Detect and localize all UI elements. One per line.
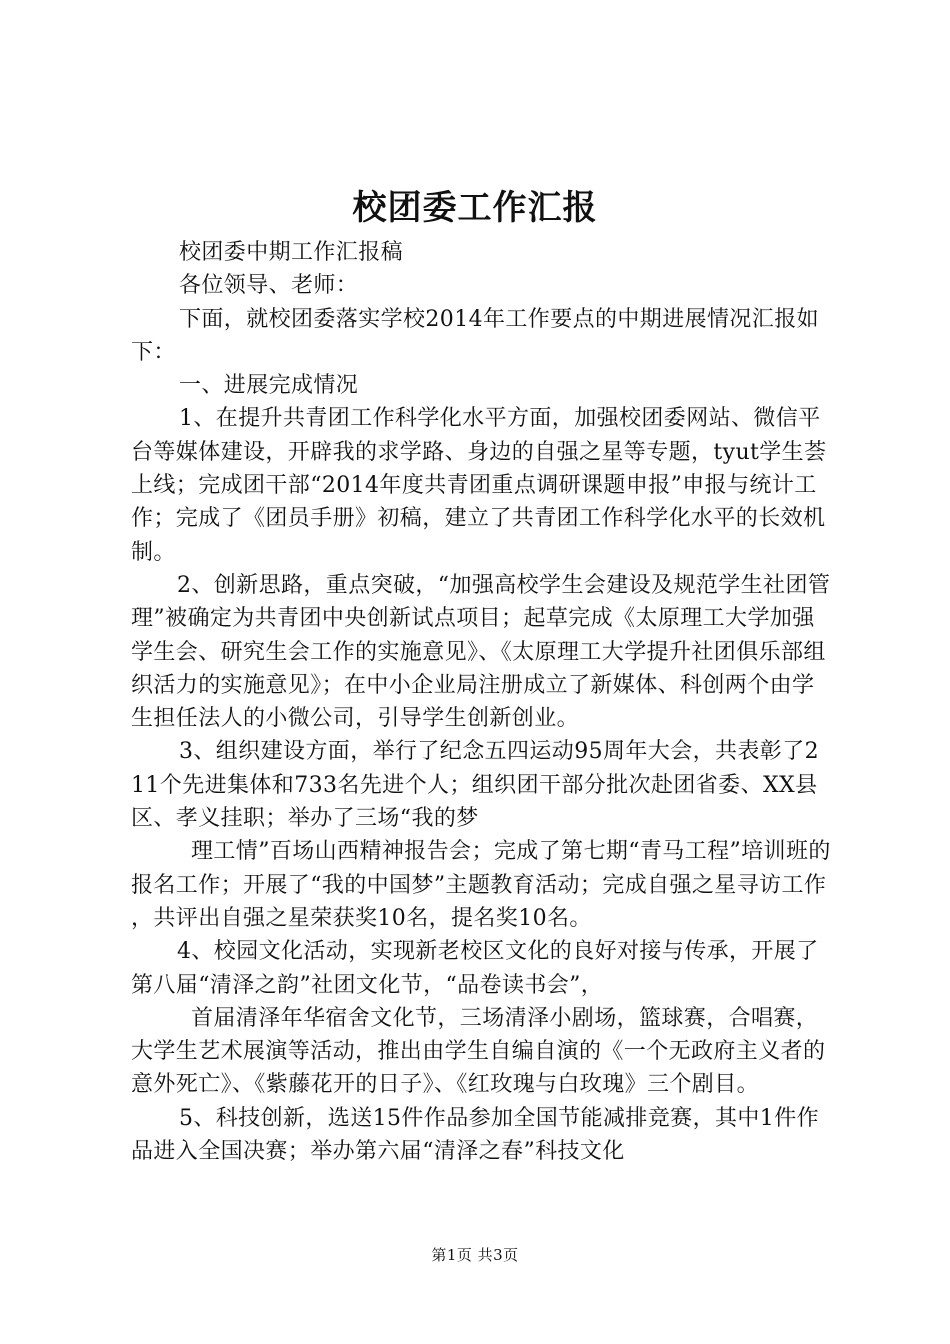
body-paragraph-2: 2、创新思路，重点突破，“加强高校学生会建设及规范学生社团管理”被确定为共青团中央创新试点项目；起草完成《太原理工大学加强学生会、研究生会工作的实施意见》、《太原理工大学提升社团俱乐部组织活力的实施意见》；在中小企业局注册成立了新媒体、科创两个由学生担任法人的小微公司，引导学生创新创业。	[131, 572, 831, 732]
body-paragraph-4-continued: 首届清泽年华宿舍文化节，三场清泽小剧场，篮球赛，合唱赛，大学生艺术展演等活动，推出由学生自编自演的《一个无政府主义者的意外死亡》、《紫藤花开的日子》、《红玫瑰与白玫瑰》三个剧目。	[131, 1005, 826, 1098]
body-paragraph-4: 4、校园文化活动，实现新老校区文化的良好对接与传承，开展了第八届“清泽之韵”社团文化节，“品卷读书会”，	[131, 939, 819, 998]
section-heading: 一、进展完成情况	[179, 373, 359, 399]
subtitle-paragraph: 校团委中期工作汇报稿	[179, 240, 404, 265]
page-footer: 第1页 共3页	[431, 1246, 519, 1264]
intro-paragraph: 下面，就校团委落实学校2014年工作要点的中期进展情况汇报如下：	[131, 306, 819, 365]
body-paragraph-3: 3、组织建设方面，举行了纪念五四运动95周年大会，共表彰了211个先进集体和733名先进个人；组织团干部分批次赴团省委、XX县区、孝义挂职；举办了三场“我的梦	[131, 739, 819, 832]
document-title: 校团委工作汇报	[352, 188, 598, 228]
body-paragraph-3-continued: 理工情”百场山西精神报告会；完成了第七期“青马工程”培训班的报名工作；开展了“我的中国梦”主题教育活动；完成自强之星寻访工作，共评出自强之星荣获奖10名，提名奖10名。	[131, 839, 831, 931]
salutation-paragraph: 各位领导、老师：	[179, 273, 359, 299]
body-paragraph-5: 5、科技创新，选送15件作品参加全国节能减排竞赛，其中1件作品进入全国决赛；举办第六届“清泽之春”科技文化	[131, 1105, 819, 1165]
document-body	[131, 236, 831, 1168]
body-paragraph-1: 1、在提升共青团工作科学化水平方面，加强校团委网站、微信平台等媒体建设，开辟我的求学路、身边的自强之星等专题，tyut学生荟上线；完成团干部“2014年度共青团重点调研课题申报”申报与统计工作；完成了《团员手册》初稿，建立了共青团工作科学化水平的长效机制。	[131, 406, 827, 565]
